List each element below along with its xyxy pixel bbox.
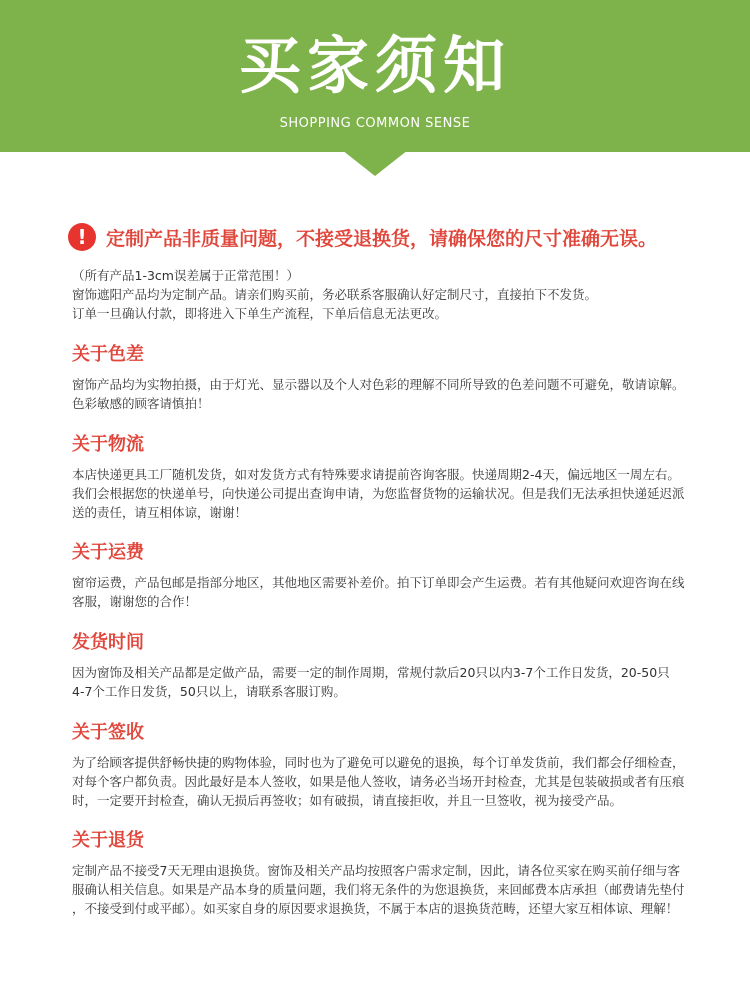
exclamation-icon: ! (68, 223, 96, 251)
section-line: 定制产品不接受7天无理由退换货。窗饰及相关产品均按照客户需求定制，因此，请各位买家在购买前仔细与客 (72, 863, 680, 878)
section-logistics (72, 433, 692, 522)
page-subtitle: SHOPPING COMMON SENSE (279, 116, 471, 131)
page-title: 买家须知 (238, 29, 511, 102)
section-line: 窗饰产品均为实物拍摄，由于灯光、显示器以及个人对色彩的理解不同所导致的色差问题不可避免，敬请谅解。 (72, 377, 685, 392)
warning-notice (68, 222, 657, 252)
banner-notch (342, 150, 408, 176)
section-line: 服确认相关信息。如果是产品本身的质量问题，我们将无条件的为您退换货，来回邮费本店承担（邮费请先垫付 (72, 882, 685, 897)
section-line: 窗帘运费，产品包邮是指部分地区，其他地区需要补差价。拍下订单即会产生运费。若有其他疑问欢迎咨询在线 (72, 575, 685, 590)
section-line: 客服，谢谢您的合作！ (72, 594, 198, 609)
section-heading: 发货时间 (72, 632, 144, 653)
header-banner (0, 0, 750, 152)
intro-line: 订单一旦确认付款，即将进入下单生产流程，下单后信息无法更改。 (72, 306, 448, 321)
section-heading: 关于物流 (72, 434, 144, 455)
intro-text (72, 266, 692, 323)
section-line: 送的责任，请互相体谅，谢谢！ (72, 505, 248, 520)
section-line: 本店快递更具工厂随机发货，如对发货方式有特殊要求请提前咨询客服。快递周期2-4天，偏远地区一周左右。 (72, 467, 680, 482)
section-heading: 关于色差 (72, 344, 144, 365)
section-shipping-fee (72, 541, 692, 611)
section-line: 4-7个工作日发货，50只以上，请联系客服订购。 (72, 684, 346, 699)
section-line: 色彩敏感的顾客请慎拍！ (72, 396, 210, 411)
section-line: ，不接受到付或平邮）。如买家自身的原因要求退换货，不属于本店的退换货范畴，还望大家互相体谅、理解！ (72, 901, 679, 916)
section-heading: 关于退货 (72, 830, 144, 851)
section-line: 因为窗饰及相关产品都是定做产品，需要一定的制作周期，常规付款后20只以内3-7个工作日发货，20-50只 (72, 665, 670, 680)
section-line: 为了给顾客提供舒畅快捷的购物体验，同时也为了避免可以避免的退换，每个订单发货前，我们都会仔细检查， (72, 755, 685, 770)
section-line: 时，一定要开封检查，确认无损后再签收；如有破损，请直接拒收，并且一旦签收，视为接受产品。 (72, 793, 623, 808)
section-receipt (72, 721, 692, 810)
section-color-difference (72, 343, 692, 413)
intro-line: （所有产品1-3cm误差属于正常范围！） (72, 268, 299, 283)
section-line: 我们会根据您的快递单号，向快递公司提出查询申请，为您监督货物的运输状况。但是我们无法承担快递延迟派 (72, 486, 685, 501)
section-line: 对每个客户都负责。因此最好是本人签收，如果是他人签收，请务必当场开封检查，尤其是包装破损或者有压痕 (72, 774, 685, 789)
section-heading: 关于运费 (72, 542, 144, 563)
warning-text: 定制产品非质量问题，不接受退换货，请确保您的尺寸准确无误。 (106, 227, 658, 250)
section-returns (72, 829, 692, 918)
section-heading: 关于签收 (72, 722, 144, 743)
section-delivery-time (72, 631, 692, 701)
intro-line: 窗饰遮阳产品均为定制产品。请亲们购买前，务必联系客服确认好定制尺寸，直接拍下不发货。 (72, 287, 598, 302)
